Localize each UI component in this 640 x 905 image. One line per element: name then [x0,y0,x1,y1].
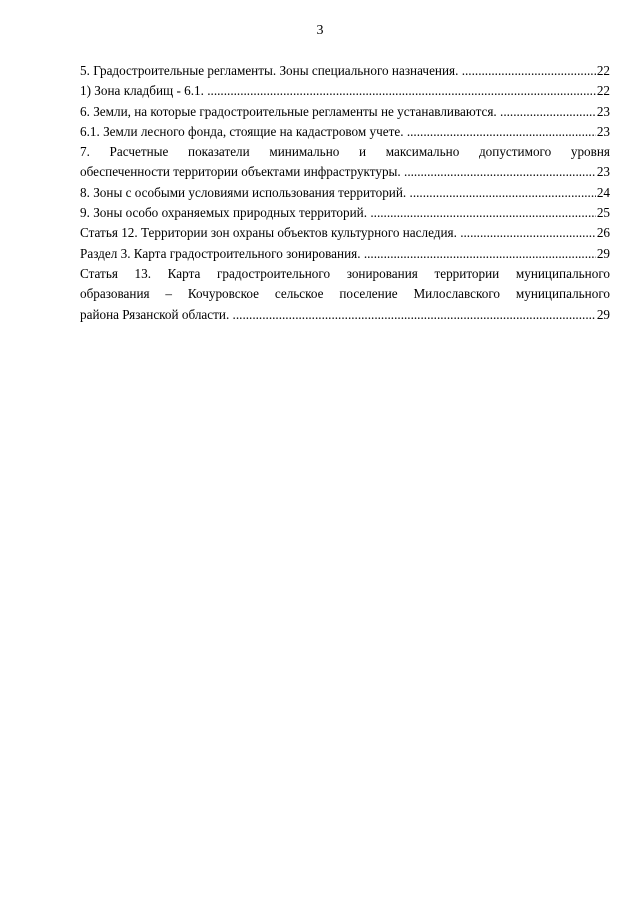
toc-dot-leader [497,104,610,119]
page-number: 3 [316,23,324,38]
toc-dot-leader [406,185,610,200]
toc-dot-leader [367,205,610,220]
toc-entry-article-12[interactable] [80,223,610,243]
toc-dot-leader [404,124,610,139]
toc-entry-9[interactable] [80,203,610,223]
toc-dot-leader [458,63,610,78]
toc-entry-title: 9. Зоны особо охраняемых природных территорий. [80,205,368,221]
toc-entry-page: 25 [596,203,610,223]
toc-dot-leader [401,164,610,179]
toc-entry-page: 23 [596,102,610,122]
toc-entry-title: района Рязанской области. [80,306,230,322]
toc-entry-page: 23 [596,162,610,182]
table-of-contents [80,61,610,325]
toc-entry-section-3[interactable] [80,244,610,264]
toc-dot-leader [229,307,610,322]
toc-entry-title: 6.1. Земли лесного фонда, стоящие на кадастровом учете. [80,123,404,139]
toc-entry-page: 29 [596,305,610,325]
toc-entry-page: 29 [596,244,610,264]
toc-dot-leader [204,83,610,98]
toc-entry-page: 26 [596,223,610,243]
toc-entry-title: 1) Зона кладбищ - 6.1. [80,83,204,99]
toc-entry-5[interactable] [80,61,610,81]
toc-entry-title: Статья 12. Территории зон охраны объектов культурного наследия. [80,225,457,241]
toc-entry-title-line: образования – Кочуровское сельское поселение Милославского муниципального [80,286,610,302]
toc-entry-title: обеспеченности территории объектами инфраструктуры. [80,164,401,180]
toc-entry-page: 23 [596,122,610,142]
toc-entry-title-line: 7. Расчетные показатели минимально и максимально допустимого уровня [80,144,610,160]
toc-entry-page: 22 [596,81,610,101]
toc-entry-title: 5. Градостроительные регламенты. Зоны специального назначения. [80,63,459,78]
toc-entry-7[interactable] [80,142,610,183]
toc-entry-title-line: Статья 13. Карта градостроительного зонирования территории муниципального [80,265,610,281]
toc-entry-article-13[interactable] [80,264,610,325]
toc-dot-leader [361,246,610,261]
toc-entry-title: 8. Зоны с особыми условиями использования территорий. [80,184,407,200]
toc-entry-page: 22 [596,61,610,81]
toc-dot-leader [457,225,610,240]
toc-entry-5-1[interactable] [80,81,610,101]
toc-entry-8[interactable] [80,183,610,203]
toc-entry-title: Раздел 3. Карта градостроительного зонирования. [80,245,361,261]
toc-entry-6[interactable] [80,102,610,122]
toc-entry-page: 24 [596,183,610,203]
toc-entry-6-1[interactable] [80,122,610,142]
toc-entry-title: 6. Земли, на которые градостроительные регламенты не устанавливаются. [80,103,497,119]
